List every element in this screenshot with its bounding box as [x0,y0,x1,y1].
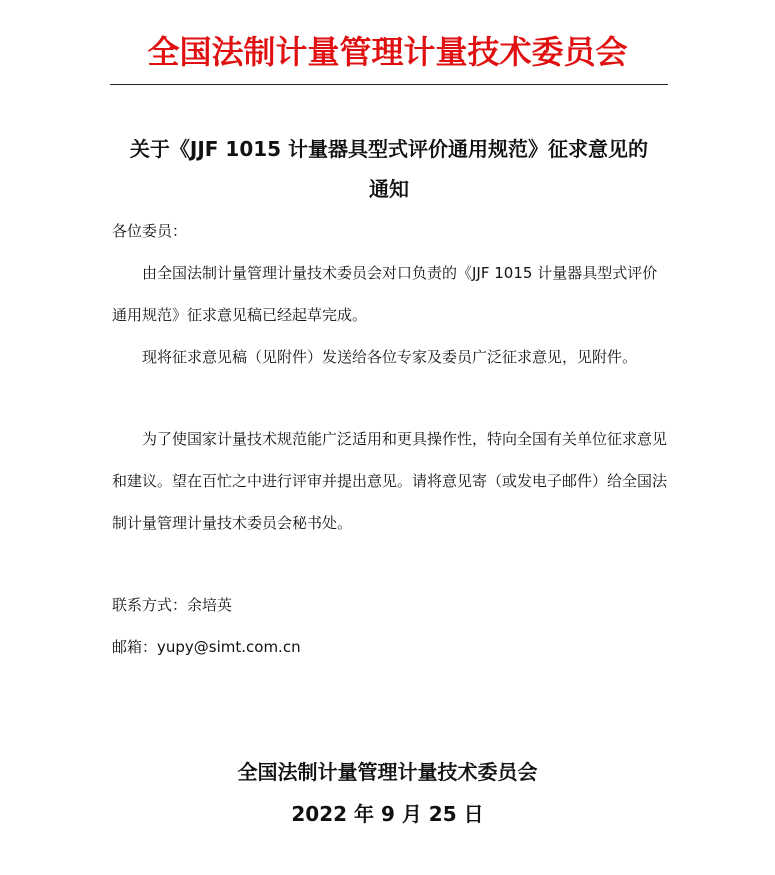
notice-title-line-1: 关于《JJF 1015 计量器具型式评价通用规范》征求意见的 [129,137,649,161]
paragraph-draft-distributed: 现将征求意见稿（见附件）发送给各位专家及委员广泛征求意见，见附件。 [142,348,638,366]
signature-date: 2022 年 9 月 25 日 [291,802,484,826]
contact-person: 联系方式：余培英 [112,596,233,614]
salutation: 各位委员： [112,222,188,240]
paragraph-request-feedback: 为了使国家计量技术规范能广泛适用和更具操作性，特向全国有关单位征求意见和建议。望在百忙之中进行评审并提出意见。请将意见寄（或发电子邮件）给全国法制计量管理计量技术委员会秘书处。 [112,430,668,532]
organization-header: 全国法制计量管理计量技术委员会 [147,33,628,71]
contact-email: 邮箱：yupy@simt.com.cn [112,638,301,656]
signature-organization: 全国法制计量管理计量技术委员会 [237,760,538,784]
paragraph-drafting-complete: 由全国法制计量管理计量技术委员会对口负责的《JJF 1015 计量器具型式评价通用规范》征求意见稿已经起草完成。 [112,264,658,324]
notice-title-line-2: 通知 [369,177,409,201]
header-divider [110,84,668,85]
